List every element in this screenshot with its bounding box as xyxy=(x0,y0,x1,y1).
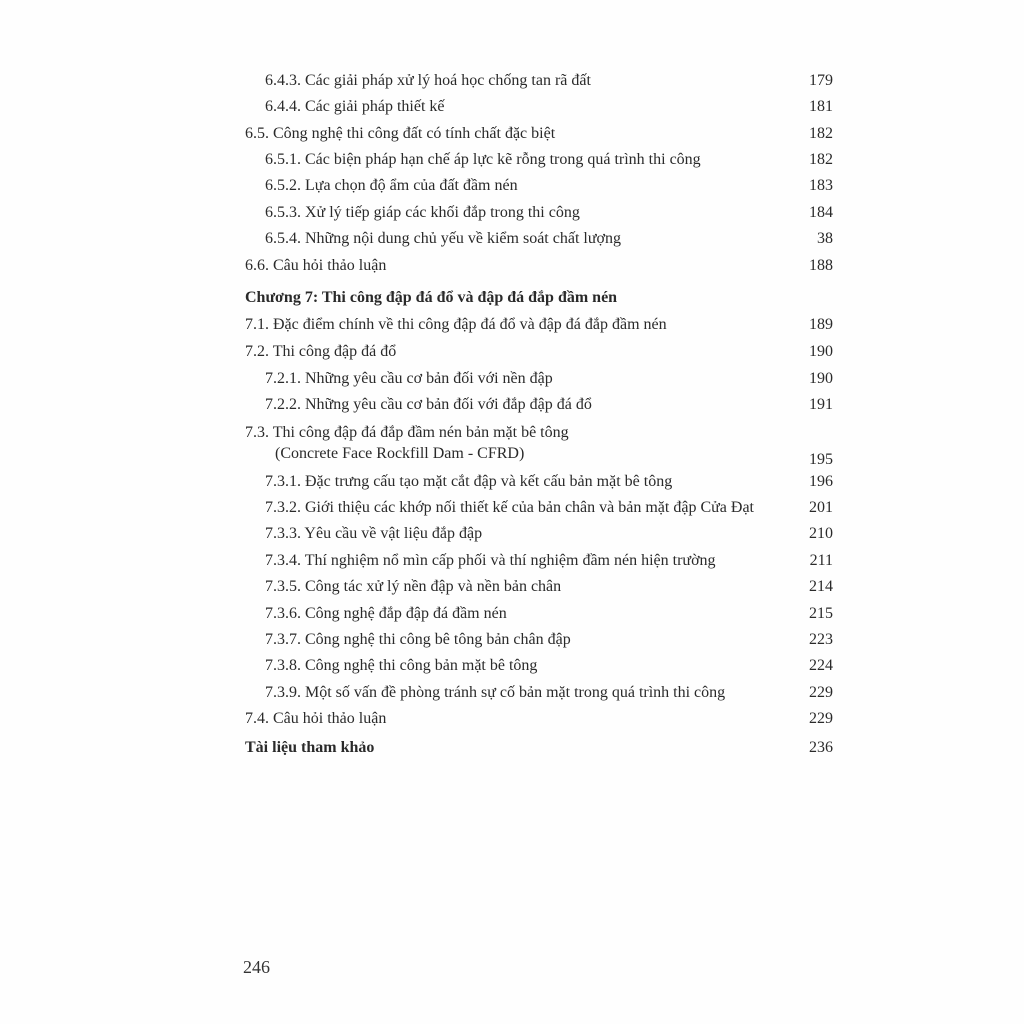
toc-entry-title: 7.1. Đặc điểm chính về thi công đập đá đổ và đập đá đắp đầm nén xyxy=(245,316,667,333)
toc-entry-page: 196 xyxy=(809,473,833,490)
toc-chapter-heading xyxy=(0,285,1024,311)
toc-entry-page: 182 xyxy=(809,125,833,142)
toc-entry-title: 7.3.6. Công nghệ đắp đập đá đầm nén xyxy=(265,605,507,622)
toc-entry-title: 6.5.4. Những nội dung chủ yếu về kiểm soát chất lượng xyxy=(265,230,621,247)
toc-entry-page: 210 xyxy=(809,525,833,542)
toc-entry-title: 7.3.9. Một số vấn đề phòng tránh sự cố bản mặt trong quá trình thi công xyxy=(265,684,726,701)
toc-entry-page: 188 xyxy=(809,257,833,274)
toc-entry xyxy=(0,495,1024,521)
toc-entry-page: 38 xyxy=(817,230,833,247)
toc-entry-title: 7.2.2. Những yêu cầu cơ bản đối với đắp đập đá đổ xyxy=(265,396,592,413)
toc-entry xyxy=(0,706,1024,732)
toc-entry-page: 191 xyxy=(809,396,833,413)
toc-entry xyxy=(0,392,1024,418)
toc-entry-page: 190 xyxy=(809,343,833,360)
toc-entry xyxy=(0,121,1024,147)
toc-entry-title: 7.2.1. Những yêu cầu cơ bản đối với nền đập xyxy=(265,370,553,387)
toc-entry-page: 183 xyxy=(809,177,833,194)
toc-entry xyxy=(0,253,1024,279)
toc-entry-page: 181 xyxy=(809,98,833,115)
toc-entry-page: 190 xyxy=(809,370,833,387)
toc-entry-title: 6.5.2. Lựa chọn độ ẩm của đất đầm nén xyxy=(265,177,518,194)
toc-entry-title: 7.3.8. Công nghệ thi công bản mặt bê tông xyxy=(265,657,538,674)
toc-entry xyxy=(0,339,1024,365)
toc-entry-page: 224 xyxy=(809,657,833,674)
toc-entry-continuation xyxy=(0,441,1024,467)
toc-entry xyxy=(0,601,1024,627)
toc-entry-page: 229 xyxy=(809,684,833,701)
toc-entry-title: 7.4. Câu hỏi thảo luận xyxy=(245,710,387,727)
toc-entry-title: 6.5.1. Các biện pháp hạn chế áp lực kẽ rỗng trong quá trình thi công xyxy=(265,151,701,168)
toc-entry-page: 229 xyxy=(809,710,833,727)
toc-entry xyxy=(0,312,1024,338)
toc-references-heading xyxy=(0,735,1024,761)
toc-entry xyxy=(0,653,1024,679)
toc-entry-title: (Concrete Face Rockfill Dam - CFRD) xyxy=(275,445,525,462)
toc-entry-page: 214 xyxy=(809,578,833,595)
toc-entry-title: 6.5.3. Xử lý tiếp giáp các khối đắp trong thi công xyxy=(265,204,580,221)
toc-entry-title: 7.3. Thi công đập đá đắp đầm nén bản mặt bê tông xyxy=(245,424,569,441)
toc-entry-title: 7.3.3. Yêu cầu về vật liệu đắp đập xyxy=(265,525,483,542)
toc-entry-page: 215 xyxy=(809,605,833,622)
toc-entry xyxy=(0,469,1024,495)
toc-entry xyxy=(0,68,1024,94)
toc-entry-title: 6.4.4. Các giải pháp thiết kế xyxy=(265,98,445,115)
toc-entry-page: 182 xyxy=(809,151,833,168)
toc-entry xyxy=(0,226,1024,252)
toc-entry-title: 6.6. Câu hỏi thảo luận xyxy=(245,257,387,274)
toc-entry-title: 7.3.7. Công nghệ thi công bê tông bản chân đập xyxy=(265,631,571,648)
toc-entry xyxy=(0,574,1024,600)
toc-entry-page: 223 xyxy=(809,631,833,648)
toc-entry xyxy=(0,548,1024,574)
toc-entry-title: 6.4.3. Các giải pháp xử lý hoá học chống tan rã đất xyxy=(265,72,591,89)
toc-entry xyxy=(0,680,1024,706)
toc-entry-title: 7.3.4. Thí nghiệm nổ mìn cấp phối và thí nghiệm đầm nén hiện trường xyxy=(265,552,716,569)
toc-entry xyxy=(0,94,1024,120)
toc-entry-title: 6.5. Công nghệ thi công đất có tính chất đặc biệt xyxy=(245,125,556,142)
toc-entry xyxy=(0,627,1024,653)
toc-entry xyxy=(0,366,1024,392)
toc-entry-title: Chương 7: Thi công đập đá đổ và đập đá đắp đầm nén xyxy=(245,289,618,306)
toc-entry xyxy=(0,521,1024,547)
toc-entry-page: 184 xyxy=(809,204,833,221)
toc-entry-title: 7.3.1. Đặc trưng cấu tạo mặt cắt đập và kết cấu bản mặt bê tông xyxy=(265,473,673,490)
toc-entry-page: 195 xyxy=(809,451,833,468)
toc-entry xyxy=(0,173,1024,199)
toc-entry-title: 7.2. Thi công đập đá đổ xyxy=(245,343,397,360)
toc-entry xyxy=(0,200,1024,226)
toc-entry xyxy=(0,147,1024,173)
toc-entry-page: 189 xyxy=(809,316,833,333)
toc-entry-page: 201 xyxy=(809,499,833,516)
toc-entry-title: 7.3.5. Công tác xử lý nền đập và nền bản chân xyxy=(265,578,562,595)
toc-entry-title: Tài liệu tham khảo xyxy=(245,739,375,756)
toc-entry-title: 7.3.2. Giới thiệu các khớp nối thiết kế của bản chân và bản mặt đập Cửa Đạt xyxy=(265,499,754,516)
toc-entry-page: 236 xyxy=(809,739,833,756)
toc-entry-page: 211 xyxy=(809,552,833,569)
toc-entry-page: 179 xyxy=(809,72,833,89)
page-number: 246 xyxy=(243,957,270,977)
